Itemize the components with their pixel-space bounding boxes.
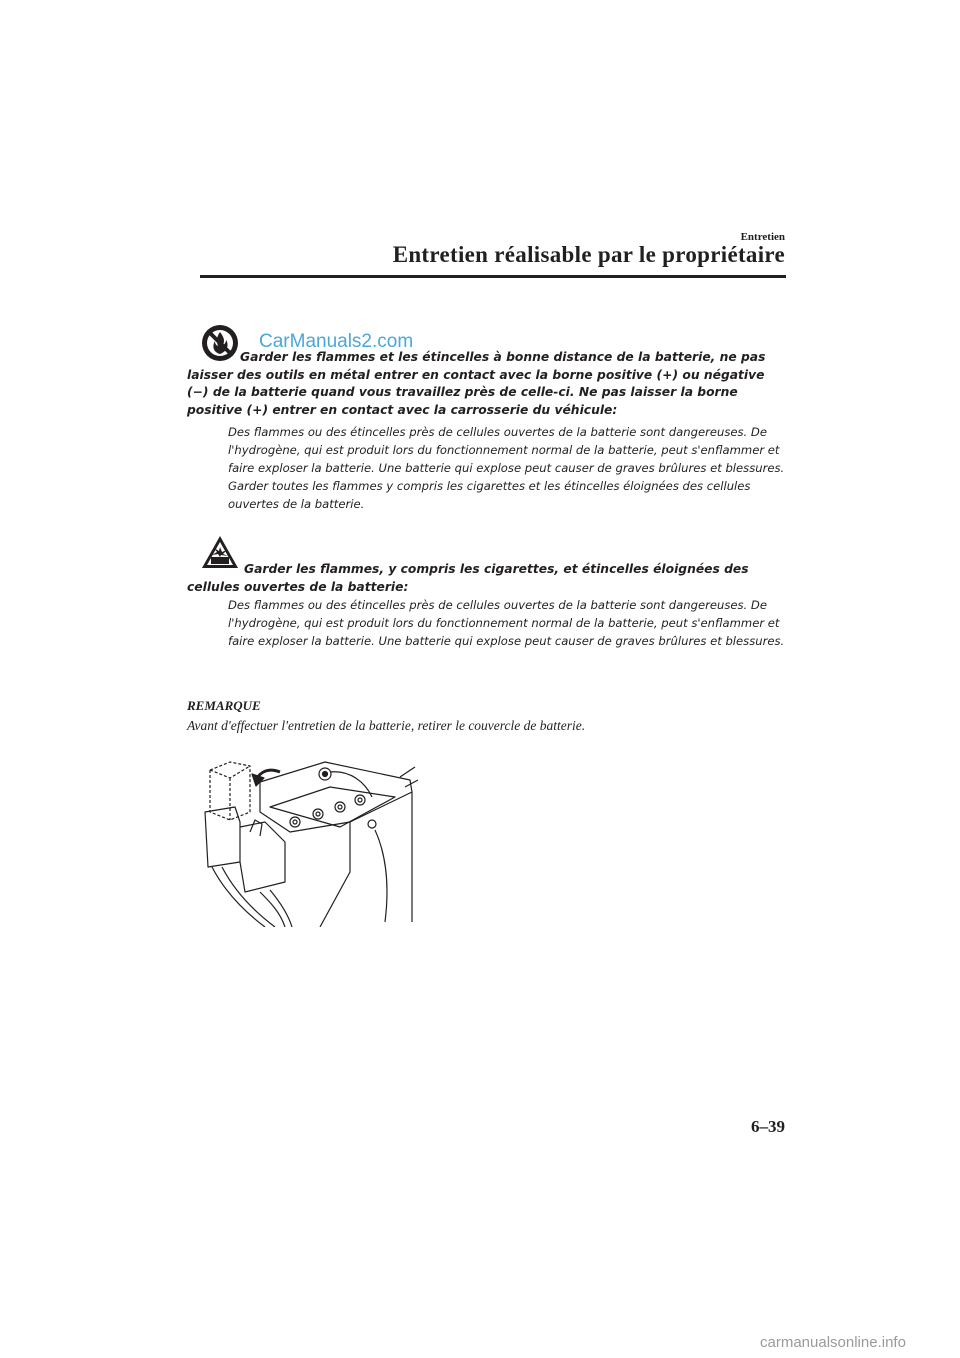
section-label: Entretien	[740, 231, 785, 243]
footer-watermark: carmanualsonline.info	[760, 1334, 906, 1351]
battery-cover-illustration	[200, 752, 420, 927]
warning-title-flames: Garder les flammes et les étincelles à bonne distance de la batterie, ne pas laisser des outils en métal entrer en contact avec la borne positive (+) ou négative (−) de la batterie quand vous travaillez près de celle-ci. Ne pas laisser la borne positive (+) entrer en contact avec la carrosserie du véhicule:	[187, 350, 766, 417]
header-divider	[200, 275, 786, 278]
warning-body-cigarettes: Des flammes ou des étincelles près de cellules ouvertes de la batterie sont dangereuses. De l'hydrogène, qui est produit lors du fonctionnement normal de la batterie, peut s'enflammer et faire exploser la batterie. Une batterie qui explose peut causer de graves brûlures et blessures.	[228, 598, 785, 649]
watermark: CarManuals2.com	[259, 331, 414, 352]
warning-title-cigarettes: Garder les flammes, y compris les cigarettes, et étincelles éloignées des cellules ouvertes de la batterie:	[187, 562, 749, 594]
note-text: Avant d'effectuer l'entretien de la batterie, retirer le couvercle de batterie.	[187, 718, 586, 733]
page-title: Entretien réalisable par le propriétaire	[392, 242, 785, 267]
note-heading: REMARQUE	[187, 698, 261, 713]
page-number: 6–39	[751, 1117, 785, 1136]
warning-body-flames: Des flammes ou des étincelles près de cellules ouvertes de la batterie sont dangereuses. De l'hydrogène, qui est produit lors du fonctionnement normal de la batterie, peut s'enflammer et faire exploser la batterie. Une batterie qui explose peut causer de graves brûlures et blessures. Garder toutes les flammes y compris les cigarettes et les étincelles éloignées des cellules ouvertes de la batterie.	[228, 425, 785, 512]
